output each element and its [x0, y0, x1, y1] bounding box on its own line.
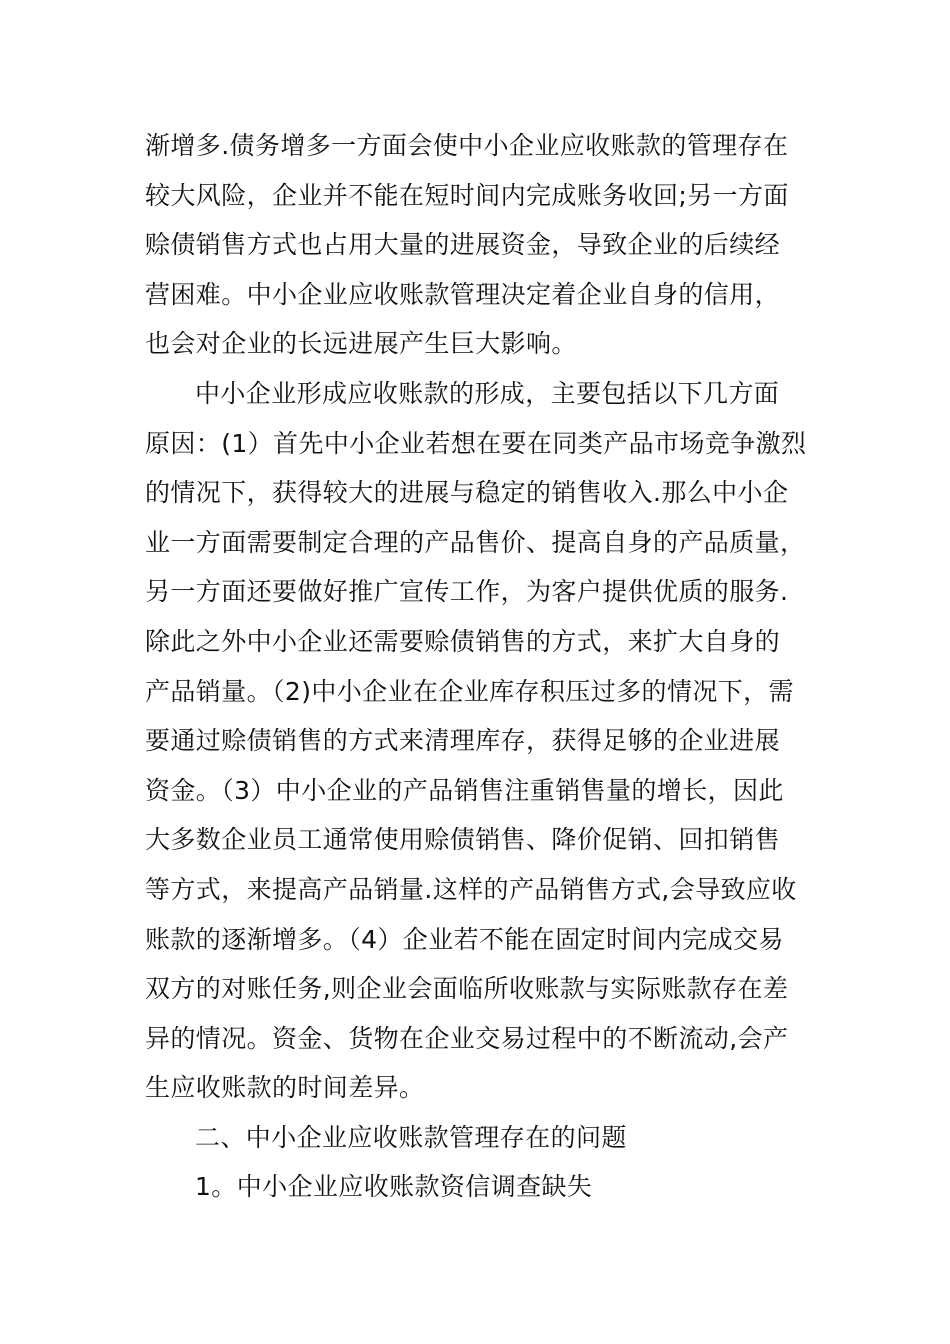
- paragraph-line: 原因：(1）首先中小企业若想在要在同类产品市场竞争激烈: [145, 428, 807, 458]
- paragraph-line: 较大风险，企业并不能在短时间内完成账务收回;另一方面: [145, 180, 789, 210]
- paragraph-line: 另一方面还要做好推广宣传工作，为客户提供优质的服务.: [145, 577, 789, 607]
- paragraph-line: 异的情况。资金、货物在企业交易过程中的不断流动,会产: [145, 1023, 789, 1053]
- paragraph-line: 大多数企业员工通常使用赊债销售、降价促销、回扣销售: [145, 825, 781, 855]
- paragraph-line: 也会对企业的长远进展产生巨大影响。: [145, 329, 577, 359]
- paragraph-line: 要通过赊债销售的方式来清理库存，获得足够的企业进展: [145, 726, 781, 756]
- paragraph-line: 生应收账款的时间差异。: [145, 1073, 425, 1103]
- paragraph-line: 赊债销售方式也占用大量的进展资金，导致企业的后续经: [145, 230, 781, 260]
- paragraph-line: 产品销量。（2)中小企业在企业库存积压过多的情况下，需: [145, 676, 794, 706]
- paragraph-line: 渐增多.债务增多一方面会使中小企业应收账款的管理存在: [145, 131, 789, 160]
- paragraph-line: 的情况下，获得较大的进展与稳定的销售收入.那么中小企: [145, 478, 789, 508]
- paragraph-line: 中小企业形成应收账款的形成，主要包括以下几方面: [195, 378, 780, 408]
- paragraph-line: 账款的逐渐增多。（4）企业若不能在固定时间内完成交易: [145, 924, 784, 954]
- subsection-heading: 1。中小企业应收账款资信调查缺失: [195, 1172, 593, 1202]
- paragraph-line: 资金。（3）中小企业的产品销售注重销售量的增长，因此: [145, 775, 784, 805]
- section-heading: 二、中小企业应收账款管理存在的问题: [195, 1122, 627, 1152]
- paragraph-line: 业一方面需要制定合理的产品售价、提高自身的产品质量，: [145, 527, 806, 557]
- document-body: [145, 121, 810, 1212]
- paragraph-line: 等方式，来提高产品销量.这样的产品销售方式,会导致应收: [145, 874, 797, 904]
- paragraph-line: 营困难。中小企业应收账款管理决定着企业自身的信用，: [145, 279, 781, 309]
- paragraph-line: 双方的对账任务,则企业会面临所收账款与实际账款存在差: [145, 974, 789, 1004]
- paragraph-line: 除此之外中小企业还需要赊债销售的方式，来扩大自身的: [145, 626, 781, 656]
